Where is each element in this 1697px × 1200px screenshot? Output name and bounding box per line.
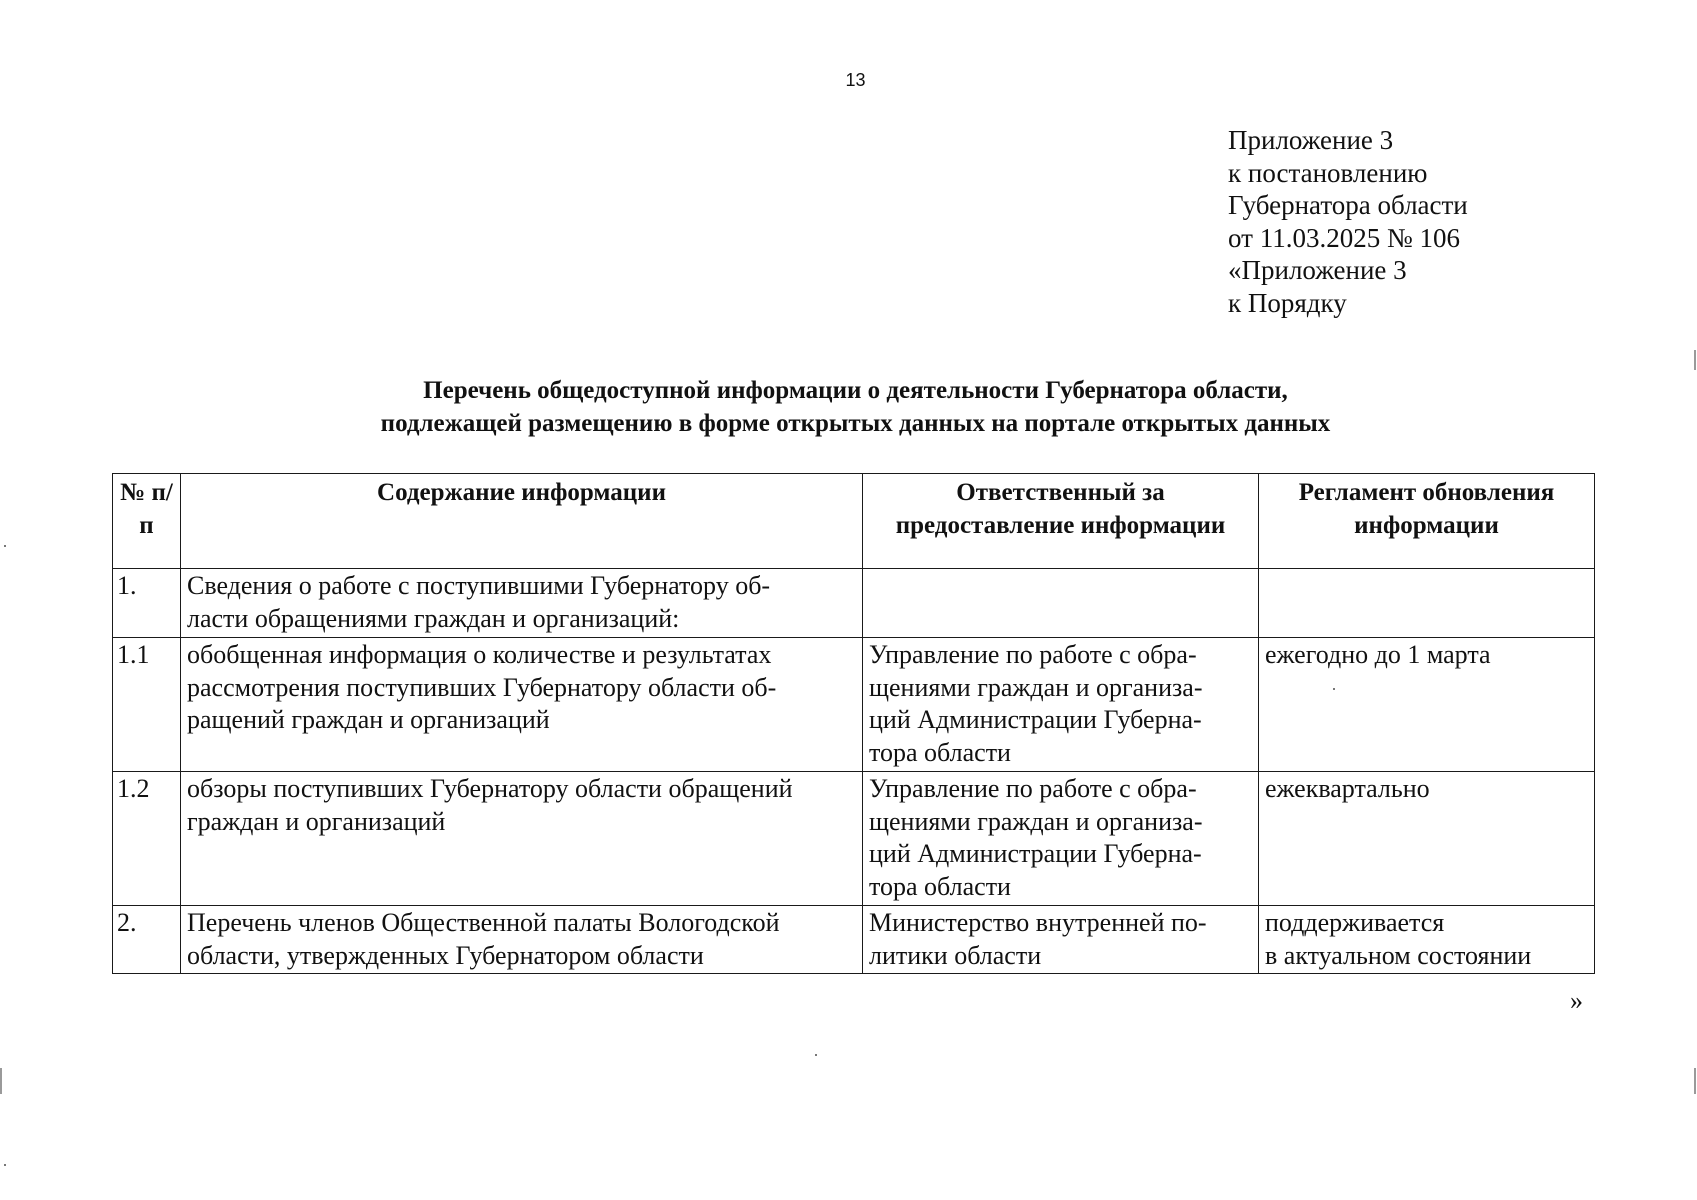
table-row — [113, 569, 1595, 638]
row-number: 1. — [113, 569, 181, 638]
row-responsible — [863, 638, 1259, 772]
header-num — [113, 474, 181, 569]
row-schedule — [1259, 638, 1595, 772]
row-content — [181, 906, 863, 974]
appendix-block — [1228, 124, 1468, 319]
row-content-line: обобщенная информация о количестве и результатах — [187, 640, 772, 669]
page-number: 13 — [845, 70, 866, 90]
document-title-line-2: подлежащей размещению в форме открытых данных на портале открытых данных — [380, 410, 1331, 437]
row-schedule-line: ежегодно до 1 марта — [1265, 640, 1491, 669]
row-responsible-line: Министерство внутренней по- — [869, 908, 1207, 937]
row-content-line: Сведения о работе с поступившими Губернатору об- — [187, 571, 771, 600]
row-responsible-line: тора области — [869, 737, 1011, 767]
table-row — [113, 638, 1595, 772]
row-number: 2. — [113, 906, 181, 974]
scan-artifact-left — [0, 1068, 2, 1094]
scan-dot — [1333, 688, 1335, 690]
row-responsible-line: щениями граждан и организа- — [869, 806, 1203, 836]
header-content — [181, 474, 863, 569]
row-responsible-line: ций Администрации Губерна- — [869, 705, 1202, 734]
row-content-line: обзоры поступивших Губернатору области обращений — [187, 774, 793, 803]
appendix-line: к постановлению — [1228, 157, 1428, 188]
appendix-line: «Приложение 3 — [1228, 255, 1407, 285]
row-responsible — [863, 569, 1259, 638]
document-title-line-1: Перечень общедоступной информации о деятельности Губернатора области, — [423, 377, 1288, 404]
row-responsible-line: тора области — [869, 871, 1011, 901]
scan-artifact-right-top — [1694, 350, 1696, 370]
row-schedule — [1259, 569, 1595, 638]
row-responsible-line: Управление по работе с обра- — [869, 774, 1197, 803]
appendix-line: к Порядку — [1228, 287, 1347, 318]
appendix-line: от 11.03.2025 № 106 — [1228, 222, 1460, 253]
header-num-text: № п/п — [120, 479, 173, 539]
row-schedule-line: ежеквартально — [1265, 774, 1430, 803]
header-content-text: Содержание информации — [377, 479, 666, 506]
row-number: 1.1 — [113, 638, 181, 772]
scan-dot — [815, 1054, 817, 1056]
row-responsible — [863, 906, 1259, 974]
row-content — [181, 569, 863, 638]
row-content-line: ращений граждан и организаций — [187, 705, 550, 734]
row-responsible-line: литики области — [869, 940, 1042, 970]
scan-dot — [4, 545, 6, 547]
header-responsible — [863, 474, 1259, 569]
information-table — [112, 473, 1595, 974]
table-row — [113, 772, 1595, 906]
row-schedule — [1259, 772, 1595, 906]
scan-artifact-right — [1694, 1068, 1696, 1094]
row-content — [181, 638, 863, 772]
row-content-line: Перечень членов Общественной палаты Вологодской — [187, 908, 780, 937]
row-schedule-line: в актуальном состоянии — [1265, 940, 1532, 970]
row-schedule-line: поддерживается — [1265, 908, 1445, 937]
scan-dot — [4, 1164, 6, 1166]
table-row — [113, 906, 1595, 974]
document-title — [0, 374, 1697, 440]
row-content-line: граждан и организаций — [187, 806, 446, 836]
appendix-line: Приложение 3 — [1228, 125, 1394, 155]
table-header-row — [113, 474, 1595, 569]
row-responsible-line: щениями граждан и организа- — [869, 672, 1203, 702]
row-content-line: ласти обращениями граждан и организаций: — [187, 603, 680, 633]
row-schedule — [1259, 906, 1595, 974]
row-content — [181, 772, 863, 906]
row-number: 1.2 — [113, 772, 181, 906]
header-schedule — [1259, 474, 1595, 569]
header-responsible-text: Ответственный за предоставление информации — [895, 479, 1226, 539]
row-content-line: рассмотрения поступивших Губернатору области об- — [187, 672, 777, 702]
row-responsible-line: ций Администрации Губерна- — [869, 839, 1202, 868]
row-responsible-line: Управление по работе с обра- — [869, 640, 1197, 669]
appendix-line: Губернатора области — [1228, 190, 1468, 220]
row-content-line: области, утвержденных Губернатором области — [187, 940, 704, 970]
closing-quote: » — [1570, 986, 1583, 1015]
header-schedule-text: Регламент обновления информации — [1298, 479, 1555, 539]
row-responsible — [863, 772, 1259, 906]
